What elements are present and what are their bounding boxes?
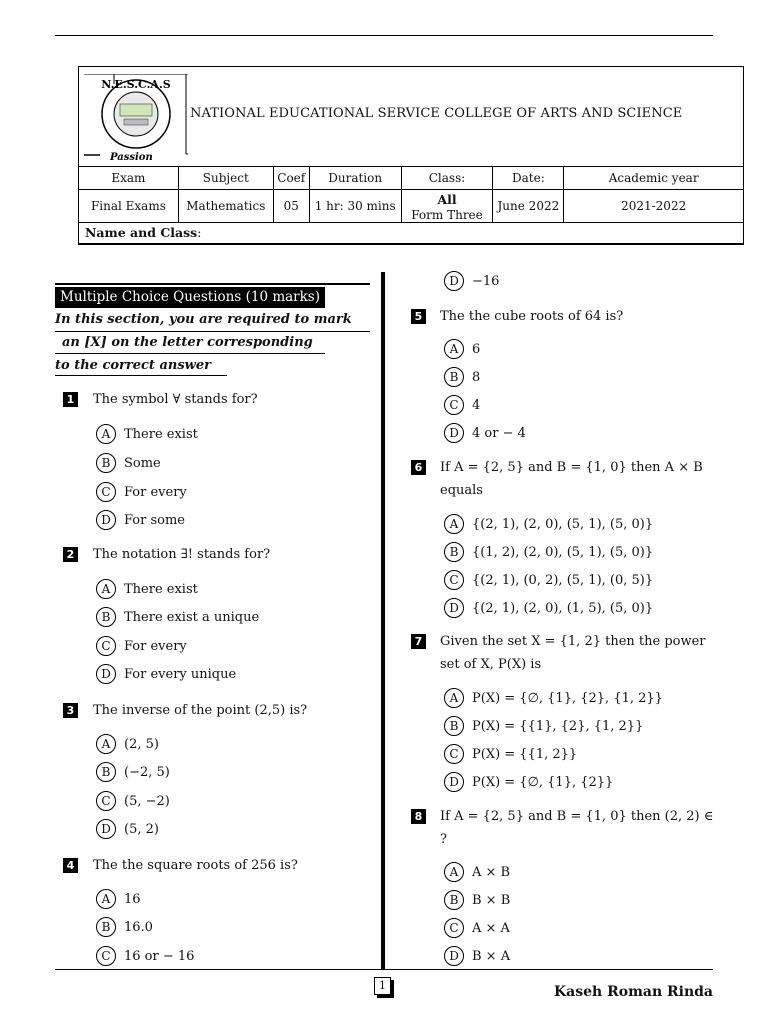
option-text: For every <box>124 638 187 654</box>
name-and-class-field[interactable]: Name and Class: <box>85 225 202 240</box>
question-text-cont: set of X, P(X) is <box>440 657 542 672</box>
option-text: (2, 5) <box>124 736 159 752</box>
option-bubble[interactable]: B <box>96 607 116 627</box>
option-bubble[interactable]: D <box>444 271 464 291</box>
option-7b[interactable] <box>444 716 643 736</box>
col-coef-header: Coef <box>273 167 309 190</box>
subject-value: Mathematics <box>178 190 273 223</box>
question-text: If A = {2, 5} and B = {1, 0} then (2, 2) ∈ <box>440 809 714 824</box>
option-4a[interactable] <box>96 889 141 909</box>
section-title: Multiple Choice Questions (10 marks) <box>55 287 325 308</box>
option-bubble[interactable]: C <box>96 482 116 502</box>
option-text: A × B <box>472 864 511 880</box>
instruction-line-2: an [X] on the letter corresponding <box>62 335 313 350</box>
option-bubble[interactable]: D <box>444 598 464 618</box>
option-text: There exist <box>124 581 198 597</box>
page-number: 1 <box>374 977 391 995</box>
col-duration-header: Duration <box>309 167 401 190</box>
option-text: Some <box>124 455 161 471</box>
option-5d[interactable] <box>444 423 526 443</box>
question-number: 4 <box>63 858 78 873</box>
option-4d[interactable] <box>444 271 499 291</box>
option-1a[interactable] <box>96 424 198 444</box>
option-text: For every <box>124 484 187 500</box>
name-row-bottom <box>78 244 744 245</box>
question-number: 8 <box>411 809 426 824</box>
col-subject-header: Subject <box>178 167 273 190</box>
exam-info-table <box>78 166 744 223</box>
college-logo <box>84 74 188 162</box>
option-bubble[interactable]: B <box>96 762 116 782</box>
option-bubble[interactable]: C <box>444 570 464 590</box>
class-main: All <box>437 192 457 207</box>
option-bubble[interactable]: C <box>444 395 464 415</box>
option-bubble[interactable]: A <box>96 734 116 754</box>
option-text: {(2, 1), (0, 2), (5, 1), (0, 5)} <box>472 572 654 588</box>
instruction-underline-2 <box>55 353 325 354</box>
option-2b[interactable] <box>96 607 259 627</box>
option-bubble[interactable]: D <box>96 819 116 839</box>
option-7d[interactable] <box>444 772 613 792</box>
option-text: (−2, 5) <box>124 764 170 780</box>
option-text: P(X) = {{1, 2}} <box>472 746 578 762</box>
option-text: 6 <box>472 341 481 357</box>
duration-value: 1 hr: 30 mins <box>309 190 401 223</box>
option-text: There exist a unique <box>124 609 260 625</box>
footer-rule <box>55 969 713 970</box>
col-academic-year-header: Academic year <box>564 167 744 190</box>
option-text: {(2, 1), (2, 0), (5, 1), (5, 0)} <box>472 516 654 532</box>
option-3b[interactable] <box>96 762 170 782</box>
question-text: The notation ∃! stands for? <box>93 547 271 562</box>
option-text: B × A <box>472 948 511 964</box>
option-text: 16.0 <box>124 919 153 935</box>
svg-text:Passion: Passion <box>110 152 153 162</box>
option-bubble[interactable]: A <box>444 862 464 882</box>
option-3a[interactable] <box>96 734 159 754</box>
question-text: The the cube roots of 64 is? <box>440 309 624 324</box>
option-text: (5, −2) <box>124 793 170 809</box>
option-text: There exist <box>124 426 198 442</box>
exam-value: Final Exams <box>79 190 179 223</box>
question-text: The inverse of the point (2,5) is? <box>93 703 308 718</box>
question-number: 7 <box>411 634 426 649</box>
option-bubble[interactable]: B <box>96 917 116 937</box>
option-2d[interactable] <box>96 664 236 684</box>
option-text: A × A <box>472 920 510 936</box>
option-1c[interactable] <box>96 482 187 502</box>
option-7c[interactable] <box>444 744 577 764</box>
option-bubble[interactable]: B <box>444 890 464 910</box>
option-text: 16 or − 16 <box>124 948 195 964</box>
option-bubble[interactable]: A <box>444 339 464 359</box>
option-1d[interactable] <box>96 510 185 530</box>
option-text: (5, 2) <box>124 821 159 837</box>
option-text: P(X) = {{1}, {2}, {1, 2}} <box>472 718 644 734</box>
option-bubble[interactable]: B <box>96 453 116 473</box>
instruction-underline-1 <box>55 331 370 332</box>
option-text: −16 <box>472 273 500 289</box>
option-8c[interactable] <box>444 918 510 938</box>
option-4c[interactable] <box>96 946 194 966</box>
option-bubble[interactable]: D <box>444 423 464 443</box>
question-text-cont: ? <box>440 832 447 847</box>
instruction-line-3: to the correct answer <box>55 358 211 373</box>
option-bubble[interactable]: C <box>96 791 116 811</box>
option-text: 4 or − 4 <box>472 425 526 441</box>
option-8b[interactable] <box>444 890 510 910</box>
option-bubble[interactable]: A <box>444 514 464 534</box>
option-bubble[interactable]: A <box>96 579 116 599</box>
option-bubble[interactable]: A <box>444 688 464 708</box>
svg-text:N.E.S.C.A.S: N.E.S.C.A.S <box>101 78 171 91</box>
option-bubble[interactable]: C <box>96 946 116 966</box>
option-6b[interactable] <box>444 542 653 562</box>
section-top-rule <box>55 283 370 285</box>
option-bubble[interactable]: B <box>444 367 464 387</box>
option-text: 4 <box>472 397 481 413</box>
college-name: NATIONAL EDUCATIONAL SERVICE COLLEGE OF ARTS AND SCIENCE <box>190 106 683 121</box>
option-bubble[interactable]: C <box>444 918 464 938</box>
name-label: Name and Class <box>85 225 198 240</box>
option-5c[interactable] <box>444 395 480 415</box>
option-bubble[interactable]: D <box>96 664 116 684</box>
option-text: P(X) = {∅, {1}, {2}} <box>472 774 614 790</box>
question-text: If A = {2, 5} and B = {1, 0} then A × B <box>440 460 703 475</box>
option-2c[interactable] <box>96 636 187 656</box>
col-date-header: Date: <box>493 167 564 190</box>
question-number: 2 <box>63 547 78 562</box>
option-7a[interactable] <box>444 688 663 708</box>
option-bubble[interactable]: A <box>96 424 116 444</box>
question-number: 6 <box>411 460 426 475</box>
date-value: June 2022 <box>493 190 564 223</box>
academic-year-value: 2021-2022 <box>564 190 744 223</box>
class-value <box>401 190 493 223</box>
option-3c[interactable] <box>96 791 170 811</box>
class-sub: Form Three <box>411 208 483 222</box>
author-name: Kaseh Roman Rinda <box>554 984 713 1000</box>
coef-value: 05 <box>273 190 309 223</box>
option-6a[interactable] <box>444 514 653 534</box>
question-number: 1 <box>63 392 78 407</box>
option-5b[interactable] <box>444 367 480 387</box>
option-2a[interactable] <box>96 579 198 599</box>
option-bubble[interactable]: D <box>96 510 116 530</box>
question-number: 3 <box>63 703 78 718</box>
option-5a[interactable] <box>444 339 480 359</box>
option-bubble[interactable]: B <box>444 716 464 736</box>
instruction-underline-3 <box>55 375 227 376</box>
option-bubble[interactable]: D <box>444 772 464 792</box>
option-8d[interactable] <box>444 946 510 966</box>
instruction-line-1: In this section, you are required to mark <box>55 312 352 327</box>
col-exam-header: Exam <box>79 167 179 190</box>
option-text: B × B <box>472 892 511 908</box>
option-bubble[interactable]: A <box>96 889 116 909</box>
option-6c[interactable] <box>444 570 653 590</box>
question-text-cont: equals <box>440 483 483 498</box>
option-bubble[interactable]: C <box>444 744 464 764</box>
option-6d[interactable] <box>444 598 653 618</box>
option-4b[interactable] <box>96 917 153 937</box>
question-text: Given the set X = {1, 2} then the power <box>440 634 706 649</box>
option-3d[interactable] <box>96 819 159 839</box>
col-class-header: Class: <box>401 167 493 190</box>
column-divider <box>381 272 385 969</box>
option-text: {(2, 1), (2, 0), (1, 5), (5, 0)} <box>472 600 654 616</box>
question-text: The the square roots of 256 is? <box>93 858 298 873</box>
option-text: {(1, 2), (2, 0), (5, 1), (5, 0)} <box>472 544 654 560</box>
question-number: 5 <box>411 309 426 324</box>
option-8a[interactable] <box>444 862 510 882</box>
option-bubble[interactable]: C <box>96 636 116 656</box>
option-1b[interactable] <box>96 453 161 473</box>
option-bubble[interactable]: D <box>444 946 464 966</box>
option-text: P(X) = {∅, {1}, {2}, {1, 2}} <box>472 690 663 706</box>
option-bubble[interactable]: B <box>444 542 464 562</box>
option-text: For every unique <box>124 666 237 682</box>
top-rule <box>55 35 713 36</box>
option-text: 8 <box>472 369 481 385</box>
question-text: The symbol ∀ stands for? <box>93 392 258 407</box>
option-text: For some <box>124 512 186 528</box>
option-text: 16 <box>124 891 141 907</box>
